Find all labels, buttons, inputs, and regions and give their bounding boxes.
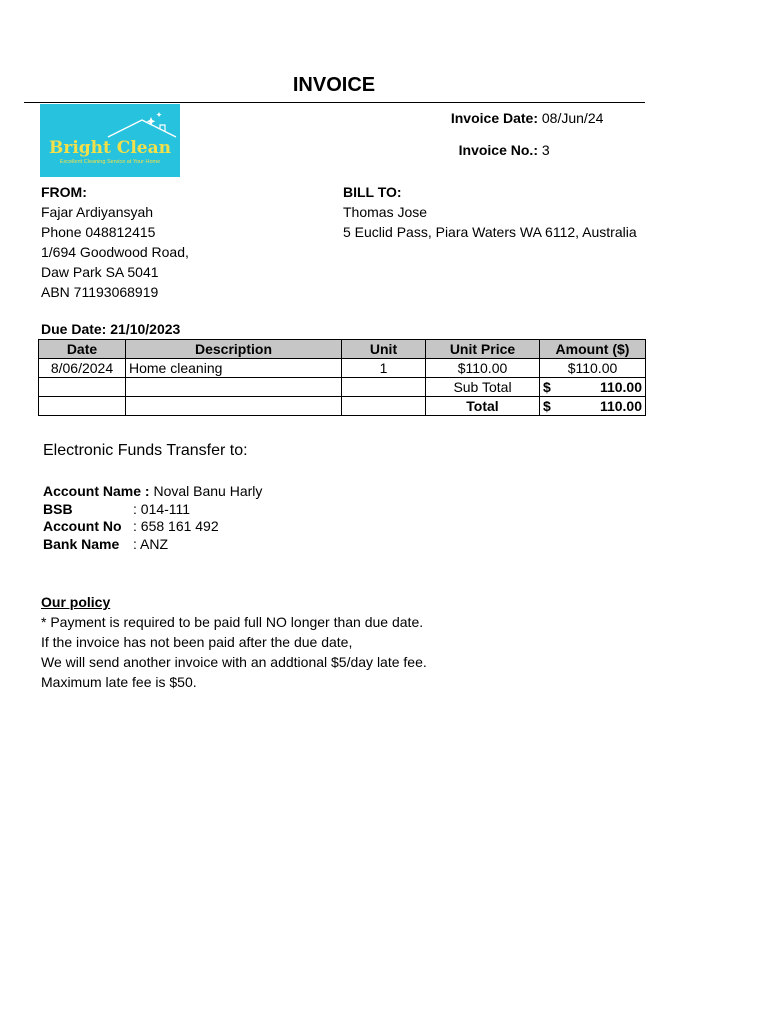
empty-cell bbox=[342, 397, 426, 416]
bill-to-name: Thomas Jose bbox=[343, 204, 428, 220]
subtotal-label: Sub Total bbox=[426, 378, 540, 397]
invoice-date-row bbox=[432, 110, 603, 126]
bill-to-label: BILL TO: bbox=[343, 184, 402, 200]
empty-cell bbox=[126, 378, 342, 397]
from-block bbox=[41, 182, 189, 302]
policy-line-4: Maximum late fee is $50. bbox=[41, 674, 197, 690]
account-no-value: : 658 161 492 bbox=[133, 518, 219, 534]
empty-cell bbox=[126, 397, 342, 416]
empty-cell bbox=[39, 397, 126, 416]
policy-line-1: * Payment is required to be paid full NO longer than due date. bbox=[41, 614, 424, 630]
table-row bbox=[39, 359, 646, 378]
bank-name-value: : ANZ bbox=[133, 535, 169, 552]
invoice-number-label: Invoice No.: bbox=[458, 142, 538, 158]
account-name-row bbox=[43, 483, 262, 501]
policy-line-2: If the invoice has not been paid after the due date, bbox=[41, 634, 353, 650]
subtotal-value: 110.00 bbox=[599, 379, 642, 395]
subtotal-currency: $ bbox=[543, 379, 551, 395]
bsb-label: BSB bbox=[43, 500, 73, 517]
cell-date: 8/06/2024 bbox=[39, 359, 126, 378]
total-value: 110.00 bbox=[599, 398, 642, 414]
account-name-label: Account Name : bbox=[43, 483, 150, 499]
total-label: Total bbox=[426, 397, 540, 416]
from-label: FROM: bbox=[41, 184, 87, 200]
account-no-label: Account No bbox=[43, 518, 122, 534]
col-header-date: Date bbox=[39, 340, 126, 359]
col-header-unit: Unit bbox=[342, 340, 426, 359]
empty-cell bbox=[342, 378, 426, 397]
invoice-table bbox=[38, 339, 646, 416]
bsb-row bbox=[43, 501, 262, 519]
policy-heading: Our policy bbox=[41, 594, 111, 610]
invoice-number-value: 3 bbox=[541, 142, 550, 158]
bsb-value: : 014-111 bbox=[133, 500, 191, 517]
from-address-line1: 1/694 Goodwood Road, bbox=[41, 244, 189, 260]
cell-description: Home cleaning bbox=[126, 359, 342, 378]
account-no-row bbox=[43, 518, 262, 536]
from-phone: Phone 048812415 bbox=[41, 224, 156, 240]
cell-unit-price: $110.00 bbox=[426, 359, 540, 378]
policy-block bbox=[41, 592, 427, 692]
due-date: Due Date: 21/10/2023 bbox=[41, 321, 181, 337]
company-logo bbox=[40, 104, 180, 177]
subtotal-row bbox=[39, 378, 646, 397]
policy-line-3: We will send another invoice with an addtional $5/day late fee. bbox=[41, 654, 427, 670]
total-currency: $ bbox=[543, 398, 551, 414]
subtotal-amount-cell bbox=[540, 378, 646, 397]
invoice-title: INVOICE bbox=[292, 74, 376, 96]
from-name: Fajar Ardiyansyah bbox=[41, 204, 154, 220]
table-header-row bbox=[39, 340, 646, 359]
invoice-date-label: Invoice Date: bbox=[450, 110, 538, 126]
cell-amount: $110.00 bbox=[540, 359, 646, 378]
bank-name-label: Bank Name bbox=[43, 535, 120, 552]
bank-name-row bbox=[43, 536, 262, 554]
logo-brand-name: Bright Clean bbox=[49, 138, 171, 158]
account-name-value: Noval Banu Harly bbox=[149, 483, 263, 499]
invoice-date-value: 08/Jun/24 bbox=[541, 110, 604, 126]
cell-unit: 1 bbox=[342, 359, 426, 378]
invoice-number-row bbox=[432, 142, 550, 158]
total-row bbox=[39, 397, 646, 416]
title-divider bbox=[24, 102, 645, 103]
bill-to-address: 5 Euclid Pass, Piara Waters WA 6112, Australia bbox=[343, 224, 637, 240]
empty-cell bbox=[39, 378, 126, 397]
col-header-amount: Amount ($) bbox=[540, 340, 646, 359]
total-amount-cell bbox=[540, 397, 646, 416]
from-address-line2: Daw Park SA 5041 bbox=[41, 264, 159, 280]
from-abn: ABN 71193068919 bbox=[41, 284, 159, 300]
col-header-description: Description bbox=[126, 340, 342, 359]
bank-details bbox=[43, 483, 262, 553]
col-header-unit-price: Unit Price bbox=[426, 340, 540, 359]
logo-tagline: Excellent Cleaning Service at Your Home bbox=[59, 159, 161, 165]
bill-to-block bbox=[343, 182, 637, 242]
eft-heading: Electronic Funds Transfer to: bbox=[43, 442, 248, 459]
